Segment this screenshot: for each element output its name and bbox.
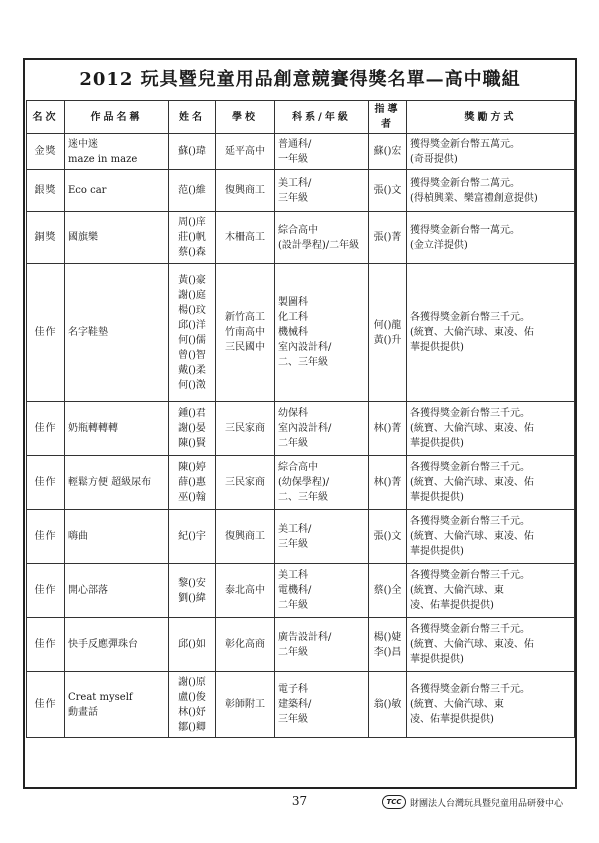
cell-line: 蘇()宏 <box>373 146 402 157</box>
award-cell <box>407 402 575 456</box>
cell-line: 紀()宇 <box>178 531 206 542</box>
dept-cell <box>275 672 369 738</box>
cell-line: 開心部落 <box>68 585 108 596</box>
names-cell <box>169 510 216 564</box>
cell-line: 二、三年級 <box>278 492 328 503</box>
advisor-cell <box>369 402 407 456</box>
cell-line: (統寶、大倫汽球、東 <box>410 585 504 596</box>
award-cell <box>407 134 575 170</box>
cell-line: (統寶、大倫汽球、東凌、佑 <box>410 639 534 650</box>
cell-line: 鍾()君 <box>178 408 206 419</box>
cell-line: 張()文 <box>373 185 402 196</box>
cell-line: 迷中迷 <box>68 138 98 150</box>
cell-line: 邱()如 <box>178 639 206 650</box>
cell-line: 林()菁 <box>373 477 402 488</box>
column-header: 作品名稱 <box>65 101 169 134</box>
award-cell <box>407 212 575 264</box>
cell-line: 普通科/ <box>278 138 312 150</box>
school-cell <box>216 264 275 402</box>
cell-line: 翁()敏 <box>373 699 402 710</box>
cell-line: 輕鬆方便 超級尿布 <box>68 477 152 488</box>
advisor-cell <box>369 564 407 618</box>
award-cell <box>407 618 575 672</box>
column-header: 指導者 <box>369 101 407 134</box>
cell-line: 鄒()卿 <box>178 721 206 733</box>
cell-line: 邱()洋 <box>178 319 206 331</box>
cell-line: 華提供提供) <box>410 438 464 449</box>
cell-line: 張()菁 <box>373 232 402 243</box>
rank-cell: 佳作 <box>27 564 65 618</box>
cell-line: 動畫話 <box>68 706 98 718</box>
cell-line: (金立洋提供) <box>410 239 468 251</box>
table-row <box>27 564 575 618</box>
column-header: 姓名 <box>169 101 216 134</box>
cell-line: 獲得獎金新台幣一萬元。 <box>410 224 520 236</box>
school-cell <box>216 134 275 170</box>
cell-line: 復興商工 <box>225 531 265 542</box>
award-cell <box>407 564 575 618</box>
names-cell <box>169 170 216 212</box>
advisor-cell <box>369 456 407 510</box>
cell-line: 楊()婕 <box>373 631 402 643</box>
cell-line: 李()昌 <box>373 646 402 658</box>
school-cell <box>216 402 275 456</box>
cell-line: 華提供提供) <box>410 654 464 665</box>
column-header: 名次 <box>27 101 65 134</box>
table-row <box>27 170 575 212</box>
table-row <box>27 510 575 564</box>
cell-line: 建築科/ <box>278 699 312 710</box>
work-name-cell <box>65 456 169 510</box>
names-cell <box>169 456 216 510</box>
school-cell <box>216 564 275 618</box>
cell-line: 黃()升 <box>373 334 402 346</box>
cell-line: (幼保學程)/ <box>278 477 330 488</box>
cell-line: 新竹高工 <box>225 312 265 323</box>
cell-line: 國旗樂 <box>68 232 98 243</box>
cell-line: 化工科 <box>278 312 308 323</box>
footer-org <box>382 795 563 809</box>
cell-line: 林()菁 <box>373 423 402 434</box>
names-cell <box>169 134 216 170</box>
cell-line: 各獲得獎金新台幣三千元。 <box>410 684 530 695</box>
advisor-cell <box>369 134 407 170</box>
cell-line: 廣告設計科/ <box>278 631 332 643</box>
page-title: 2012 玩具暨兒童用品創意競賽得獎名單—高中職組 <box>79 69 521 90</box>
column-header: 學校 <box>216 101 275 134</box>
award-cell <box>407 170 575 212</box>
dept-cell <box>275 618 369 672</box>
cell-line: 幼保科 <box>278 408 308 419</box>
school-cell <box>216 456 275 510</box>
cell-line: 綜合高中 <box>278 224 318 236</box>
work-name-cell <box>65 212 169 264</box>
cell-line: Creat myself <box>68 691 133 703</box>
cell-line: 蔡()全 <box>373 585 402 596</box>
cell-line: 快手反應彈珠台 <box>68 639 138 650</box>
cell-line: 復興商工 <box>225 185 265 196</box>
cell-line: (統寶、大倫汽球、東凌、佑 <box>410 327 534 338</box>
cell-line: 美工科/ <box>278 177 312 189</box>
cell-line: 三年級 <box>278 192 308 204</box>
cell-line: 蔡()森 <box>178 247 206 258</box>
dept-cell <box>275 456 369 510</box>
cell-line: 一年級 <box>278 153 308 165</box>
dept-cell <box>275 564 369 618</box>
cell-line: 謝()原 <box>178 676 206 688</box>
cell-line: 三年級 <box>278 714 308 725</box>
cell-line: 三民家商 <box>225 423 265 434</box>
table-row <box>27 456 575 510</box>
cell-line: 薛()惠 <box>178 477 206 488</box>
dept-cell <box>275 402 369 456</box>
rank-cell: 佳作 <box>27 510 65 564</box>
cell-line: 范()維 <box>178 185 206 196</box>
tcc-logo-icon: TCC <box>382 795 406 809</box>
names-cell <box>169 672 216 738</box>
school-cell <box>216 618 275 672</box>
school-cell <box>216 170 275 212</box>
dept-cell <box>275 510 369 564</box>
award-cell <box>407 510 575 564</box>
rank-cell: 佳作 <box>27 618 65 672</box>
cell-line: 美工科/ <box>278 523 312 535</box>
cell-line: 各獲得獎金新台幣三千元。 <box>410 624 530 635</box>
cell-line: 獲得獎金新台幣二萬元。 <box>410 177 520 189</box>
award-cell <box>407 264 575 402</box>
school-cell <box>216 212 275 264</box>
cell-line: 各獲得獎金新台幣三千元。 <box>410 462 530 473</box>
cell-line: 何()澂 <box>178 379 206 391</box>
cell-line: 彰師附工 <box>225 699 265 710</box>
cell-line: 三民家商 <box>225 477 265 488</box>
cell-line: 各獲得獎金新台幣三千元。 <box>410 408 530 419</box>
cell-line: 盧()俊 <box>178 691 206 703</box>
cell-line: 何()龍 <box>373 319 402 331</box>
rank-cell: 佳作 <box>27 402 65 456</box>
dept-cell <box>275 212 369 264</box>
work-name-cell <box>65 618 169 672</box>
cell-line: 謝()晏 <box>178 423 206 434</box>
cell-line: 華提供提供) <box>410 342 464 353</box>
column-header: 科系/年級 <box>275 101 369 134</box>
cell-line: 綜合高中 <box>278 462 318 473</box>
cell-line: 電機科/ <box>278 585 312 596</box>
org-name: 財團法人台灣玩具暨兒童用品研發中心 <box>409 798 563 809</box>
cell-line: maze in maze <box>68 153 138 165</box>
cell-line: (得楨興業、樂富禮創意提供) <box>410 192 538 204</box>
cell-line: 蘇()瑋 <box>178 146 206 157</box>
cell-line: 曾()智 <box>178 349 206 361</box>
work-name-cell <box>65 170 169 212</box>
cell-line: (設計學程)/二年級 <box>278 239 360 251</box>
advisor-cell <box>369 672 407 738</box>
cell-line: 木柵高工 <box>225 232 265 243</box>
cell-line: 華提供提供) <box>410 546 464 557</box>
advisor-cell <box>369 170 407 212</box>
cell-line: 彰化高商 <box>225 639 265 650</box>
advisor-cell <box>369 510 407 564</box>
work-name-cell <box>65 510 169 564</box>
cell-line: 張()文 <box>373 531 402 542</box>
cell-line: 室內設計科/ <box>278 342 332 353</box>
names-cell <box>169 264 216 402</box>
table-row <box>27 212 575 264</box>
table-row <box>27 134 575 170</box>
names-cell <box>169 564 216 618</box>
cell-line: 嗨曲 <box>68 531 88 542</box>
cell-line: 二年級 <box>278 646 308 658</box>
cell-line: Eco car <box>68 185 107 196</box>
cell-line: 劉()緯 <box>178 592 206 604</box>
cell-line: 美工科 <box>278 570 308 581</box>
cell-line: 周()庠 <box>178 217 206 228</box>
rank-cell: 佳作 <box>27 264 65 402</box>
cell-line: 機械科 <box>278 327 308 338</box>
rank-cell: 佳作 <box>27 672 65 738</box>
cell-line: 戴()柔 <box>178 364 206 376</box>
cell-line: 三年級 <box>278 538 308 550</box>
rank-cell: 金獎 <box>27 134 65 170</box>
cell-line: 何()儒 <box>178 334 206 346</box>
work-name-cell <box>65 264 169 402</box>
cell-line: 竹南高中 <box>225 327 265 338</box>
cell-line: 二、三年級 <box>278 357 328 368</box>
rank-cell: 佳作 <box>27 456 65 510</box>
rank-cell: 銅獎 <box>27 212 65 264</box>
table-row <box>27 264 575 402</box>
cell-line: 室內設計科/ <box>278 423 332 434</box>
dept-cell <box>275 134 369 170</box>
work-name-cell <box>65 402 169 456</box>
cell-line: 電子科 <box>278 684 308 695</box>
cell-line: 泰北高中 <box>225 585 265 596</box>
cell-line: (統寶、大倫汽球、東凌、佑 <box>410 423 534 434</box>
advisor-cell <box>369 212 407 264</box>
cell-line: 三民國中 <box>225 342 265 353</box>
cell-line: 二年級 <box>278 438 308 449</box>
table-row <box>27 672 575 738</box>
cell-line: 凌、佑華提供提供) <box>410 600 494 611</box>
cell-line: 莊()帆 <box>178 232 206 243</box>
cell-line: 各獲得獎金新台幣三千元。 <box>410 570 530 581</box>
cell-line: (統寶、大倫汽球、東 <box>410 699 504 710</box>
table-row <box>27 618 575 672</box>
advisor-cell <box>369 618 407 672</box>
table-header-row <box>27 101 575 134</box>
school-cell <box>216 672 275 738</box>
work-name-cell <box>65 672 169 738</box>
cell-line: (奇哥提供) <box>410 153 458 165</box>
cell-line: 華提供提供) <box>410 492 464 503</box>
cell-line: 黃()豪 <box>178 274 206 286</box>
cell-line: 謝()庭 <box>178 289 206 301</box>
names-cell <box>169 402 216 456</box>
rank-cell: 銀獎 <box>27 170 65 212</box>
cell-line: (統寶、大倫汽球、東凌、佑 <box>410 477 534 488</box>
cell-line: 奶瓶轉轉轉 <box>68 423 118 434</box>
cell-line: 楊()玟 <box>178 304 206 316</box>
cell-line: 陳()婷 <box>178 462 206 473</box>
page-number: 37 <box>291 794 308 808</box>
column-header: 獎勵方式 <box>407 101 575 134</box>
work-name-cell <box>65 134 169 170</box>
work-name-cell <box>65 564 169 618</box>
dept-cell <box>275 170 369 212</box>
cell-line: 名字鞋墊 <box>68 327 108 338</box>
names-cell <box>169 212 216 264</box>
cell-line: 延平高中 <box>225 146 265 157</box>
cell-line: 獲得獎金新台幣五萬元。 <box>410 138 520 150</box>
cell-line: 陳()賢 <box>178 438 206 449</box>
table-row <box>27 402 575 456</box>
cell-line: 二年級 <box>278 600 308 611</box>
cell-line: 黎()安 <box>178 577 206 589</box>
cell-line: 各獲得獎金新台幣三千元。 <box>410 516 530 527</box>
dept-cell <box>275 264 369 402</box>
cell-line: 林()妤 <box>178 706 206 718</box>
cell-line: 製圖科 <box>278 297 308 308</box>
award-cell <box>407 672 575 738</box>
cell-line: 凌、佑華提供提供) <box>410 714 494 725</box>
winners-table <box>26 100 575 738</box>
cell-line: 各獲得獎金新台幣三千元。 <box>410 312 530 323</box>
cell-line: (統寶、大倫汽球、東凌、佑 <box>410 531 534 542</box>
school-cell <box>216 510 275 564</box>
award-cell <box>407 456 575 510</box>
cell-line: 巫()翰 <box>178 492 206 503</box>
names-cell <box>169 618 216 672</box>
advisor-cell <box>369 264 407 402</box>
